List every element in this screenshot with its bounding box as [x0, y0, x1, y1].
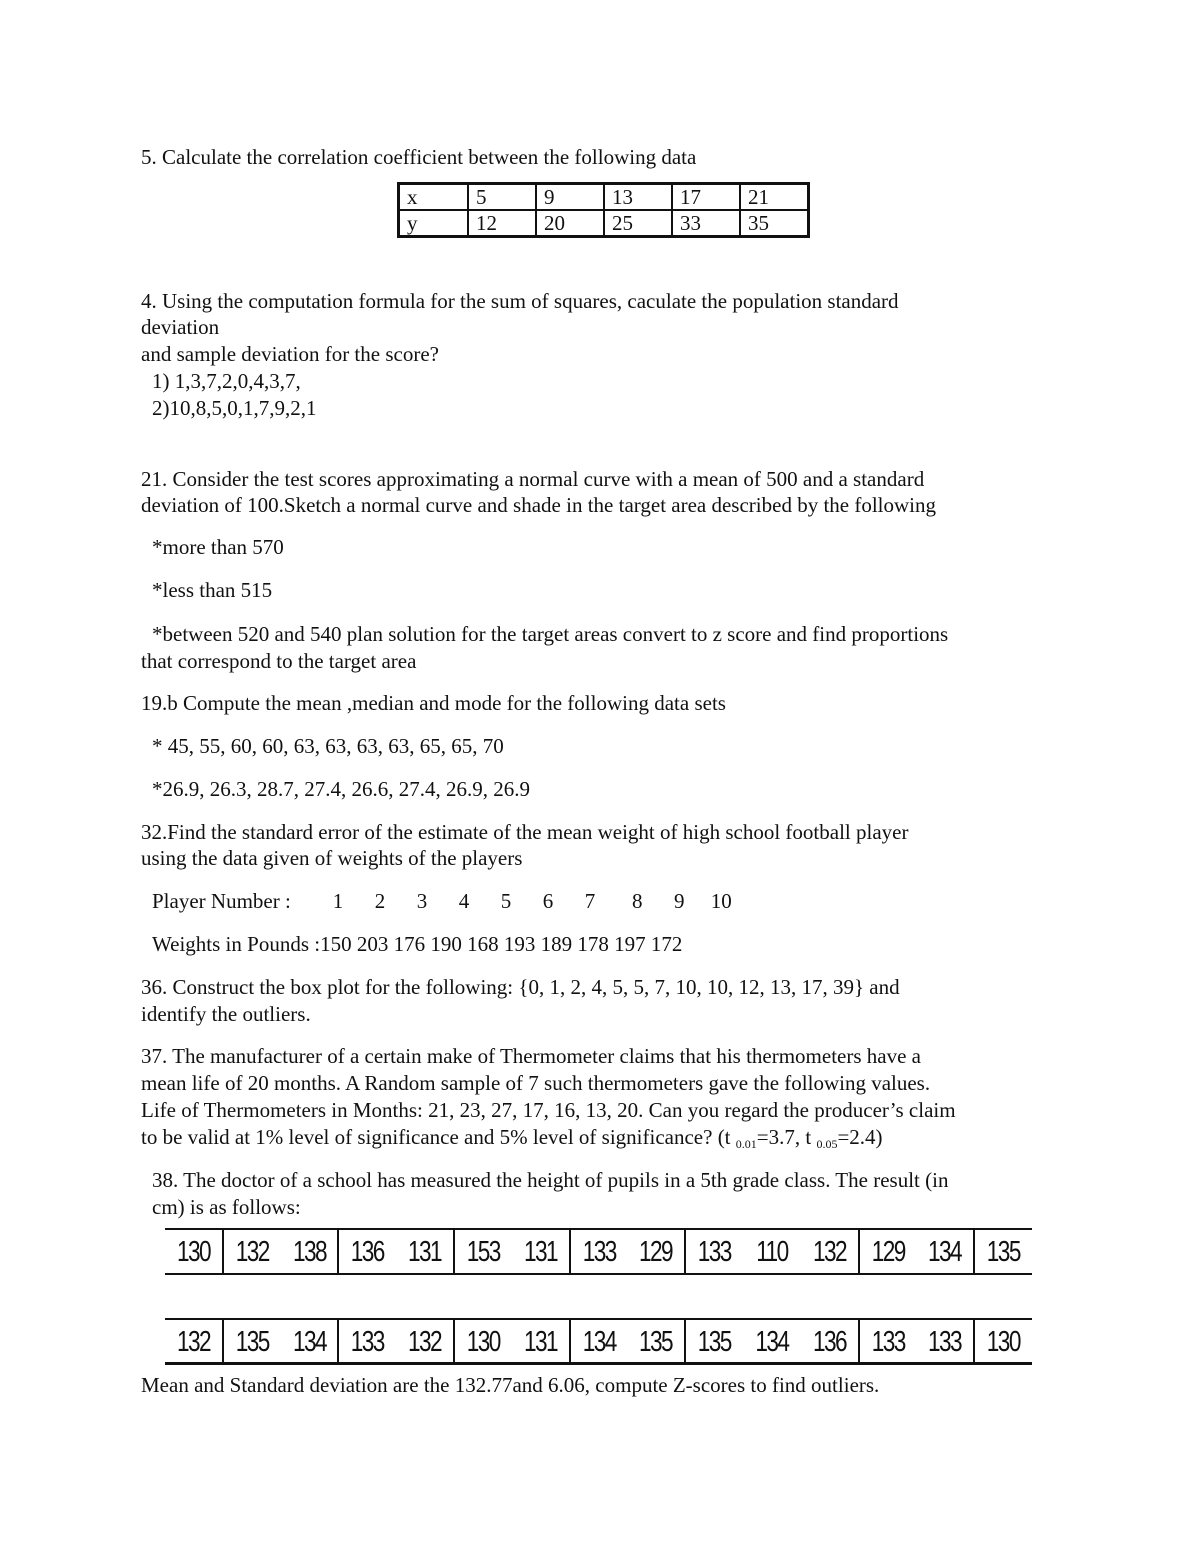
q21-bullet1: *more than 570	[152, 535, 284, 559]
table-cell: 131	[518, 1320, 563, 1364]
table-cell: 13	[604, 184, 672, 211]
x-row	[399, 184, 809, 211]
table-cell: 12	[468, 210, 536, 237]
table-cell: 35	[740, 210, 809, 237]
table-cell: x	[399, 184, 469, 211]
table-cell: 33	[672, 210, 740, 237]
table-cell: 136	[807, 1320, 852, 1364]
q38-footer: Mean and Standard deviation are the 132.77and 6.06, compute Z-scores to find outliers.	[141, 1373, 880, 1397]
q19b-title: 19.b Compute the mean ,median and mode for the following data sets	[141, 691, 726, 715]
q32-line1: 32.Find the standard error of the estimate of the mean weight of high school football player	[141, 820, 909, 844]
table-cell: 129	[871, 1235, 905, 1268]
q36-line1: 36. Construct the box plot for the following: {0, 1, 2, 4, 5, 5, 7, 10, 10, 12, 13, 17, 39} and	[141, 975, 900, 999]
t-subscript-001: 0.01	[735, 1137, 757, 1151]
heights-table-row1	[165, 1230, 1032, 1274]
table-cell: 5	[468, 184, 536, 211]
t-subscript-005: 0.05	[816, 1137, 838, 1151]
table-rule	[165, 1273, 1032, 1275]
q37-line4-c: =2.4)	[837, 1125, 883, 1149]
table-cell: 20	[536, 210, 604, 237]
table-cell: 132	[235, 1235, 269, 1268]
q37-line4-a: to be valid at 1% level of significance and 5% level of significance? (t	[141, 1125, 736, 1149]
table-cell: 132	[403, 1320, 448, 1364]
q37-line4-b: =3.7, t	[756, 1125, 817, 1149]
table-cell: 133	[871, 1325, 905, 1358]
table-cell: 135	[697, 1325, 731, 1358]
table-cell: 129	[634, 1230, 679, 1274]
table-cell: 135	[235, 1325, 269, 1358]
q21-bullet3-cont: that correspond to the target area	[141, 649, 417, 673]
q4-item1: 1) 1,3,7,2,0,4,3,7,	[152, 369, 301, 393]
table-cell: 130	[986, 1325, 1020, 1358]
table-cell: 133	[351, 1325, 385, 1358]
table-cell: 134	[755, 1325, 789, 1358]
q19b-set2: *26.9, 26.3, 28.7, 27.4, 26.6, 27.4, 26.9, 26.9	[152, 777, 530, 801]
y-row	[399, 210, 809, 237]
table-cell: 131	[403, 1230, 448, 1274]
q38-line1: 38. The doctor of a school has measured the height of pupils in a 5th grade class. The result (in	[152, 1168, 949, 1192]
heights-table-row2	[165, 1320, 1032, 1364]
q37-line1: 37. The manufacturer of a certain make of Thermometer claims that his thermometers have a	[141, 1044, 921, 1068]
table-cell: 132	[807, 1230, 852, 1274]
table-cell: 135	[986, 1235, 1020, 1268]
table-cell: 17	[672, 184, 740, 211]
q4-line1: 4. Using the computation formula for the sum of squares, caculate the population standard	[141, 289, 899, 313]
table-cell: 133	[697, 1235, 731, 1268]
q37-line3: Life of Thermometers in Months: 21, 23, 27, 17, 16, 13, 20. Can you regard the producer’s claim	[141, 1098, 956, 1122]
table-cell: 135	[634, 1320, 679, 1364]
table-cell: 9	[536, 184, 604, 211]
table-cell: y	[399, 210, 469, 237]
xy-data-table	[397, 182, 810, 238]
q21-line2: deviation of 100.Sketch a normal curve and shade in the target area described by the following	[141, 493, 937, 517]
q32-player-numbers: Player Number : 1 2 3 4 5 6 7 8 9 10	[152, 889, 732, 913]
table-cell: 21	[740, 184, 809, 211]
table-cell: 130	[466, 1325, 500, 1358]
q19b-set1: * 45, 55, 60, 60, 63, 63, 63, 63, 65, 65, 70	[152, 734, 504, 758]
q5-title: 5. Calculate the correlation coefficient between the following data	[141, 145, 697, 169]
table-cell: 136	[351, 1235, 385, 1268]
q38-line2: cm) is as follows:	[152, 1195, 301, 1219]
table-rule	[165, 1362, 1032, 1365]
table-row	[165, 1230, 1032, 1274]
table-cell: 134	[923, 1230, 968, 1274]
table-cell: 138	[287, 1230, 332, 1274]
table-cell: 130	[171, 1230, 216, 1274]
table-cell: 134	[287, 1320, 332, 1364]
table-cell: 133	[582, 1235, 616, 1268]
q4-item2: 2)10,8,5,0,1,7,9,2,1	[152, 396, 317, 420]
table-cell: 153	[466, 1235, 500, 1268]
table-row	[165, 1320, 1032, 1364]
q37-line2: mean life of 20 months. A Random sample of 7 such thermometers gave the following values.	[141, 1071, 931, 1095]
table-cell: 134	[582, 1325, 616, 1358]
table-cell: 110	[756, 1235, 788, 1268]
q21-bullet3: *between 520 and 540 plan solution for the target areas convert to z score and find proportions	[152, 622, 949, 646]
q36-line2: identify the outliers.	[141, 1002, 311, 1026]
q21-bullet2: *less than 515	[152, 578, 273, 602]
table-cell: 133	[923, 1320, 968, 1364]
q32-line2: using the data given of weights of the players	[141, 846, 523, 870]
q32-weights: Weights in Pounds :150 203 176 190 168 193 189 178 197 172	[152, 932, 683, 956]
table-cell: 131	[518, 1230, 563, 1274]
q37-line4	[141, 1124, 883, 1157]
q4-line2: deviation	[141, 315, 220, 339]
q21-line1: 21. Consider the test scores approximating a normal curve with a mean of 500 and a standard	[141, 467, 925, 491]
table-cell: 25	[604, 210, 672, 237]
q4-line3: and sample deviation for the score?	[141, 342, 439, 366]
table-cell: 132	[171, 1320, 216, 1364]
